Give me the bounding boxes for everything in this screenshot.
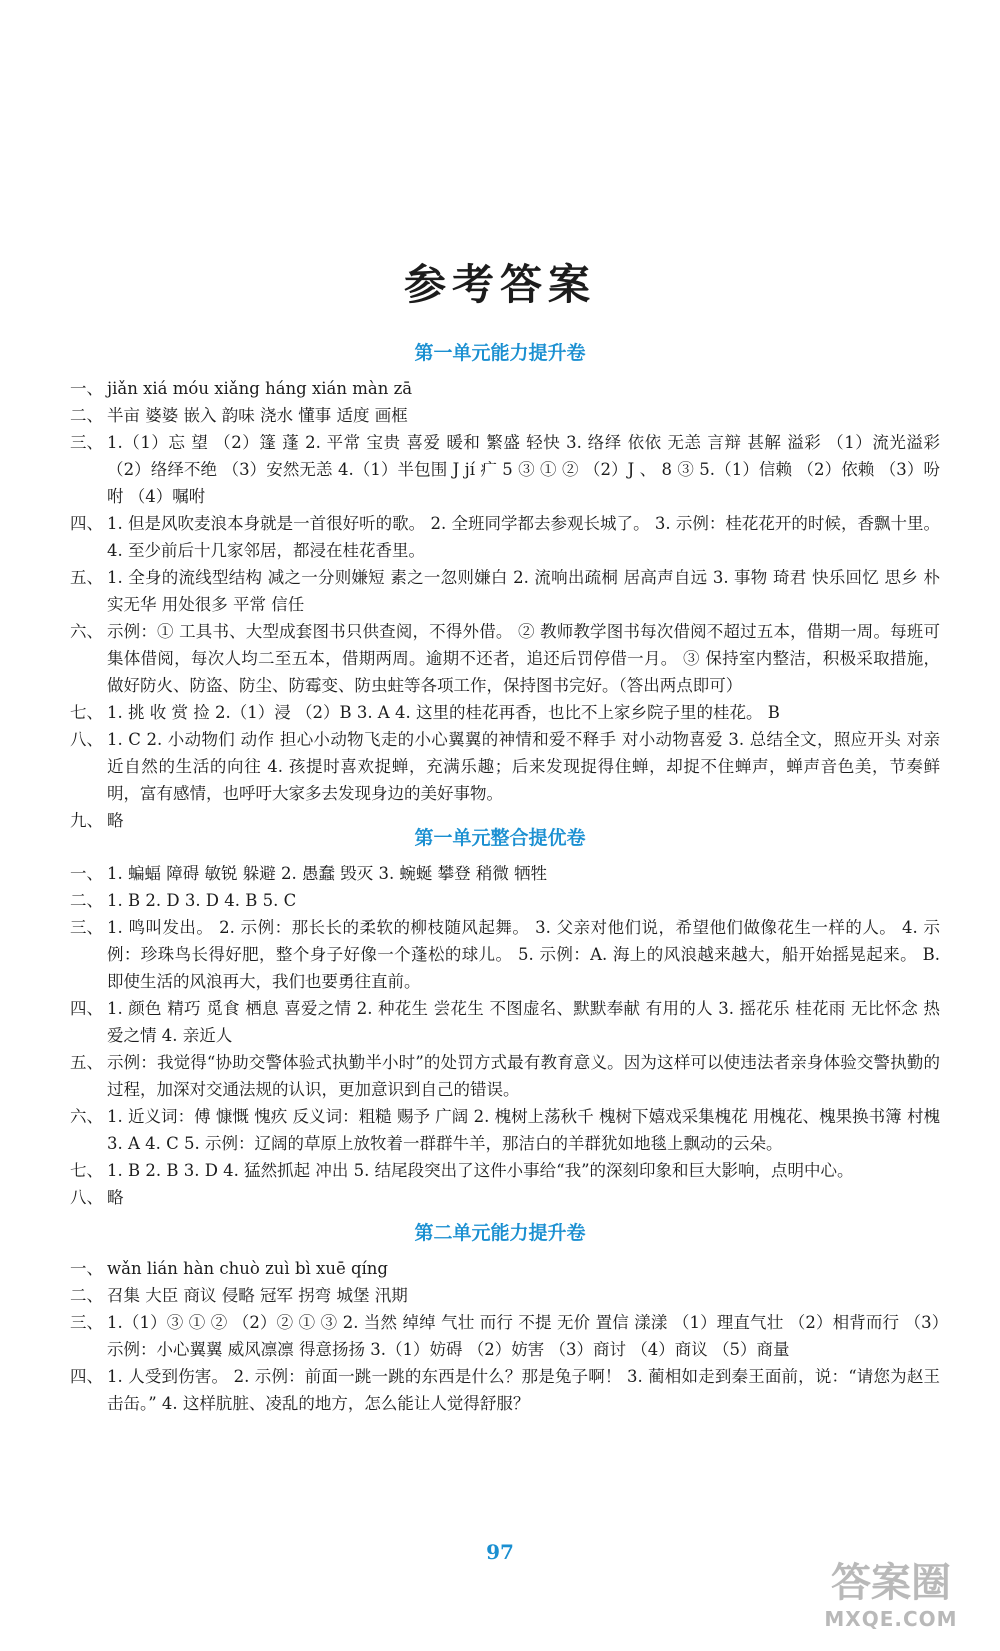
item-text: 略 <box>107 811 124 830</box>
item-number: 五、 <box>70 1053 103 1072</box>
item-text: 1. B 2. B 3. D 4. 猛然抓起 冲出 5. 结尾段突出了这件小事给“我”的深刻印象和巨大影响，点明中心。 <box>107 1161 854 1180</box>
item-number: 一、 <box>70 379 103 398</box>
item-number: 一、 <box>70 864 103 883</box>
watermark-logo-text: 答案圈 <box>831 1560 951 1606</box>
item-number: 八、 <box>70 1188 103 1207</box>
item-text: 1. 全身的流线型结构 减之一分则嫌短 素之一忽则嫌白 2. 流响出疏桐 居高声自远 3. 事物 琦君 快乐回忆 思乡 朴实无华 用处很多 平常 信任 <box>107 568 940 614</box>
item-text: 1. 鸣叫发出。 2. 示例：那长长的柔软的柳枝随风起舞。 3. 父亲对他们说，希望他们做像花生一样的人。 4. 示例：珍珠鸟长得好肥，整个身子好像一个蓬松的球儿。 5. 示例：A. 海上的风浪越来越大，船开始摇晃起来。 B. 即使生活的风浪再大，我们也要勇往直前。 <box>107 918 940 991</box>
answer-item <box>70 429 940 510</box>
item-number: 一、 <box>70 1259 103 1278</box>
item-text: 示例：① 工具书、大型成套图书只供查阅，不得外借。 ② 教师教学图书每次借阅不超过五本，借期一周。每班可集体借阅，每次人均二至五本，借期两周。逾期不还者，追还后罚停借一月。 ③ 保持室内整洁，积极采取措施，做好防火、防盗、防尘、防霉变、防虫蛀等各项工作，保持图书完好。（答出两点即可） <box>107 622 940 695</box>
section-title-unit1-integrated: 第一单元整合提优卷 <box>414 827 586 849</box>
item-text: 1. 近义词：傅 慷慨 愧疚 反义词：粗糙 赐予 广阔 2. 槐树上荡秋千 槐树下嬉戏采集槐花 用槐花、槐果换书簿 村槐 3. A 4. C 5. 示例：辽阔的草原上放牧着一群群牛羊，那洁白的羊群犹如地毯上飘动的云朵。 <box>107 1107 940 1153</box>
answer-item <box>70 1309 940 1363</box>
answer-item <box>70 1049 940 1103</box>
section-unit1-integrated <box>70 860 940 1211</box>
item-text: 召集 大臣 商议 侵略 冠军 拐弯 城堡 汛期 <box>107 1286 408 1305</box>
answer-item <box>70 1157 940 1184</box>
item-number: 七、 <box>70 1161 103 1180</box>
item-number: 四、 <box>70 1367 103 1386</box>
item-number: 二、 <box>70 891 103 910</box>
item-number: 三、 <box>70 433 103 452</box>
item-text: 示例：我觉得“协助交警体验式执勤半小时”的处罚方式最有教育意义。因为这样可以使违法者亲身体验交警执勤的过程，加深对交通法规的认识，更加意识到自己的错误。 <box>107 1053 940 1099</box>
answer-item <box>70 1103 940 1157</box>
answer-item <box>70 618 940 699</box>
item-text: 1. 颜色 精巧 觅食 栖息 喜爱之情 2. 种花生 尝花生 不图虚名、默默奉献 有用的人 3. 摇花乐 桂花雨 无比怀念 热爱之情 4. 亲近人 <box>107 999 940 1045</box>
answer-item <box>70 726 940 807</box>
answer-item <box>70 1255 940 1282</box>
watermark-logo <box>796 1559 986 1639</box>
answer-item <box>70 887 940 914</box>
section-title-unit1-ability: 第一单元能力提升卷 <box>414 342 586 364</box>
item-text: 1. 但是风吹麦浪本身就是一首很好听的歌。 2. 全班同学都去参观长城了。 3. 示例：桂花花开的时候，香飘十里。 4. 至少前后十几家邻居，都浸在桂花香里。 <box>107 514 940 560</box>
item-number: 八、 <box>70 730 103 749</box>
item-text: 1. C 2. 小动物们 动作 担心小动物飞走的小心翼翼的神情和爱不释手 对小动物喜爱 3. 总结全文，照应开头 对亲近自然的生活的向往 4. 孩提时喜欢捉蝉，充满乐趣；后来发现捉得住蝉，却捉不住蝉声，蝉声音色美，节奏鲜明，富有感情，也呼吁大家多去发现身边的美好事物。 <box>107 730 940 803</box>
item-text: jiǎn xiá móu xiǎng háng xián màn zā <box>107 379 413 398</box>
section-unit2-ability <box>70 1255 940 1417</box>
item-number: 六、 <box>70 622 103 641</box>
answer-item <box>70 1282 940 1309</box>
item-text: 1.（1）③ ① ② （2）② ① ③ 2. 当然 绰绰 气壮 而行 不提 无价 置信 漾漾 （1）理直气壮 （2）相背而行 （3）示例：小心翼翼 威风凛凛 得意扬扬 3.（1）妨碍 （2）妨害 （3）商讨 （4）商议 （5）商量 <box>107 1313 940 1359</box>
item-text: 1. 人受到伤害。 2. 示例：前面一跳一跳的东西是什么？那是兔子啊！ 3. 蔺相如走到秦王面前，说：“请您为赵王击缶。” 4. 这样肮脏、凌乱的地方，怎么能让人觉得舒服？ <box>107 1367 940 1413</box>
answer-item <box>70 1184 940 1211</box>
item-number: 三、 <box>70 918 103 937</box>
answer-item <box>70 914 940 995</box>
section-unit1-ability <box>70 375 940 834</box>
page-number: 97 <box>486 1540 514 1564</box>
item-number: 三、 <box>70 1313 103 1332</box>
item-number: 五、 <box>70 568 103 587</box>
answer-item <box>70 510 940 564</box>
item-number: 四、 <box>70 999 103 1018</box>
item-text: 1. 蝙蝠 障碍 敏锐 躲避 2. 愚蠢 毁灭 3. 蜿蜒 攀登 稍微 牺牲 <box>107 864 548 883</box>
item-number: 六、 <box>70 1107 103 1126</box>
answer-item <box>70 1363 940 1417</box>
item-number: 七、 <box>70 703 103 722</box>
item-text: 略 <box>107 1188 124 1207</box>
item-text: 1. B 2. D 3. D 4. B 5. C <box>107 891 297 910</box>
item-text: wǎn lián hàn chuò zuì bì xuē qíng <box>107 1259 388 1278</box>
answer-item <box>70 995 940 1049</box>
answer-item <box>70 402 940 429</box>
item-number: 九、 <box>70 811 103 830</box>
page-title: 参考答案 <box>403 260 596 309</box>
answer-item <box>70 699 940 726</box>
item-number: 二、 <box>70 406 103 425</box>
item-text: 半亩 婆婆 嵌入 韵味 浇水 懂事 适度 画框 <box>107 406 408 425</box>
answer-item <box>70 564 940 618</box>
item-number: 四、 <box>70 514 103 533</box>
item-text: 1.（1）忘 望 （2）篷 蓬 2. 平常 宝贵 喜爱 暖和 繁盛 轻快 3. 络绎 依依 无恙 言辩 甚解 溢彩 （1）流光溢彩 （2）络绎不绝 （3）安然无恙 4.（1）半包围 J jí 疒 5 ③ ① ② （2）J 、 8 ③ 5.（1）信赖 （2）依赖 （3）吩咐 （4）嘱咐 <box>107 433 940 506</box>
answer-item <box>70 375 940 402</box>
answer-item <box>70 860 940 887</box>
item-text: 1. 挑 收 赏 捡 2.（1）浸 （2）B 3. A 4. 这里的桂花再香，也比不上家乡院子里的桂花。 B <box>107 703 780 722</box>
item-number: 二、 <box>70 1286 103 1305</box>
watermark-url: MXQE.COM <box>824 1607 958 1631</box>
section-title-unit2-ability: 第二单元能力提升卷 <box>414 1222 586 1244</box>
